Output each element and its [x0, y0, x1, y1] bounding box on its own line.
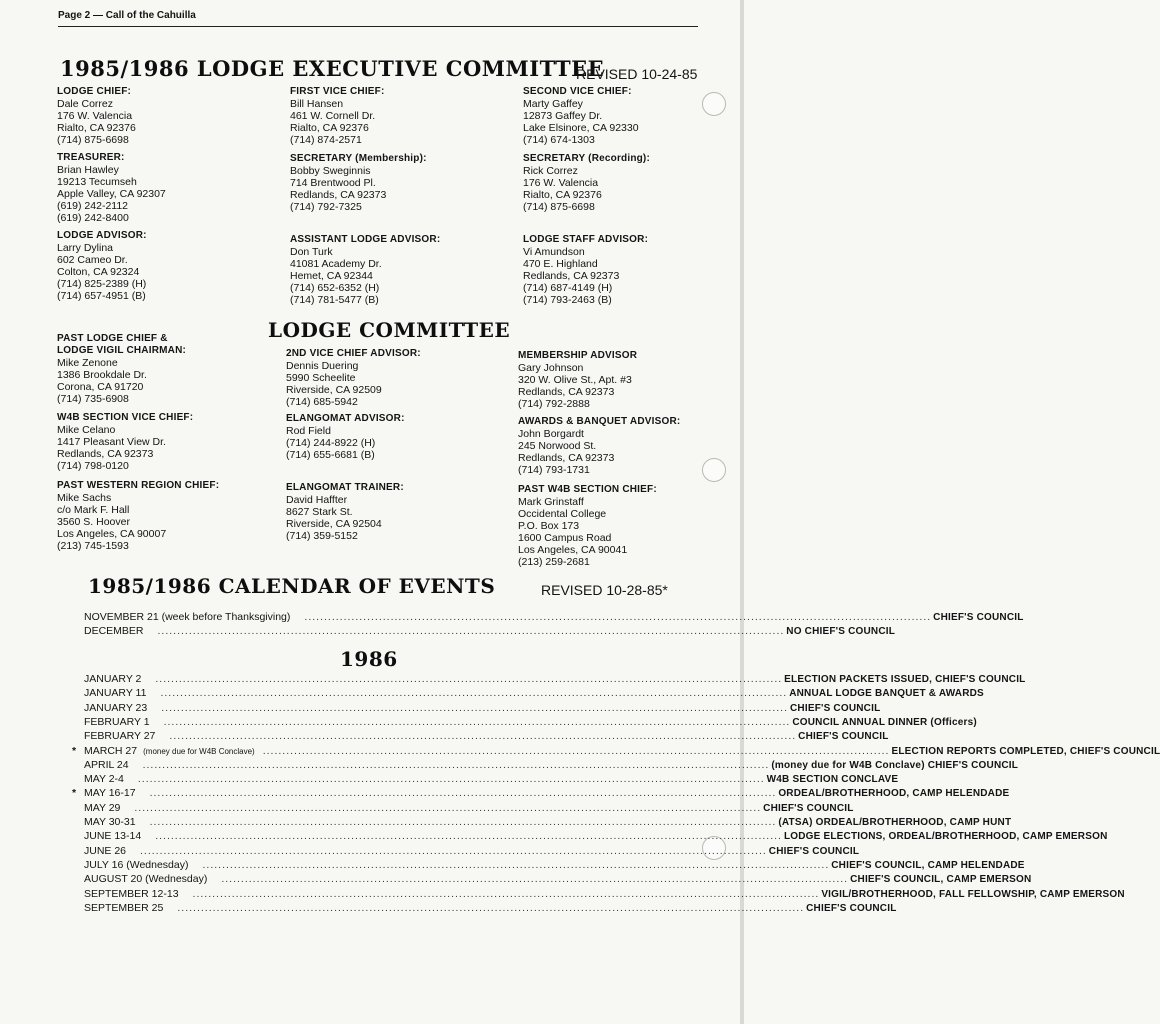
committee-line: (714) 793-1731 [518, 464, 590, 476]
officer-line: Marty Gaffey [523, 98, 583, 110]
committee-line: Mike Celano [57, 424, 116, 436]
calendar-row [84, 844, 860, 858]
officer-line: 41081 Academy Dr. [290, 258, 382, 270]
officer-role: FIRST VICE CHIEF: [290, 86, 385, 97]
committee-line: Riverside, CA 92509 [286, 384, 382, 396]
committee-line: David Haffter [286, 494, 348, 506]
officer-role: SECOND VICE CHIEF: [523, 86, 632, 97]
calendar-event: LODGE ELECTIONS, ORDEAL/BROTHERHOOD, CAMP EMERSON [783, 831, 1108, 843]
calendar-date: JANUARY 11 [84, 687, 147, 700]
calendar-note: (money due for W4B Conclave) [143, 746, 255, 756]
calendar-event: VIGIL/BROTHERHOOD, FALL FELLOWSHIP, CAMP EMERSON [821, 888, 1125, 900]
calendar-revised: REVISED 10-28-85* [541, 582, 668, 598]
committee-line: (714) 244-8922 (H) [286, 437, 376, 449]
committee-block [286, 413, 405, 461]
calendar-event: CHIEF'S COUNCIL, CAMP EMERSON [850, 874, 1032, 886]
committee-line: Riverside, CA 92504 [286, 518, 382, 530]
calendar-row [84, 625, 896, 638]
officer-line: (714) 792-7325 [290, 201, 362, 213]
officer-line: Vi Amundson [523, 246, 585, 258]
committee-role: LODGE VIGIL CHAIRMAN: [57, 345, 187, 356]
calendar-event: CHIEF'S COUNCIL [798, 731, 889, 743]
committee-line: Redlands, CA 92373 [57, 448, 154, 460]
committee-line: c/o Mark F. Hall [57, 504, 130, 516]
committee-line: Los Angeles, CA 90041 [518, 544, 628, 556]
officer-line: (714) 875-6698 [523, 201, 595, 213]
page-header: Page 2 — Call of the Cahuilla [58, 10, 196, 21]
committee-block [518, 484, 657, 568]
officer-role: ASSISTANT LODGE ADVISOR: [290, 234, 441, 245]
committee-line: (714) 798-0120 [57, 460, 129, 472]
leader-dots: ................................................................................................................................................................ [304, 611, 932, 623]
officer-role: LODGE CHIEF: [57, 86, 132, 97]
officer-block [290, 153, 427, 213]
officer-block [57, 152, 166, 224]
officer-line: Brian Hawley [57, 164, 119, 176]
officer-line: 470 E. Highland [523, 258, 598, 270]
calendar-date: MAY 29 [84, 801, 121, 814]
officer-line: 602 Cameo Dr. [57, 254, 128, 266]
leader-dots: ................................................................................................................................................................ [202, 858, 830, 871]
committee-line: (714) 655-6681 (B) [286, 449, 375, 461]
officer-line: (714) 687-4149 (H) [523, 282, 613, 294]
calendar-event: CHIEF'S COUNCIL [763, 802, 854, 814]
committee-line: 320 W. Olive St., Apt. #3 [518, 374, 632, 386]
committee-line: 1600 Campus Road [518, 532, 612, 544]
leader-dots: ................................................................................................................................................................ [192, 887, 820, 900]
calendar-row [84, 901, 897, 915]
binder-hole [702, 92, 726, 116]
calendar-event: (money due for W4B Conclave) CHIEF'S COUNCIL [771, 759, 1019, 771]
calendar-row [84, 687, 984, 700]
committee-line: 5990 Scheelite [286, 372, 356, 384]
officer-line: 12873 Gaffey Dr. [523, 110, 603, 122]
committee-block [286, 348, 421, 408]
calendar-date: MAY 16-17 [84, 787, 136, 800]
officer-line: Bill Hansen [290, 98, 344, 110]
leader-dots: ................................................................................................................................................................ [155, 673, 783, 685]
leader-dots: ................................................................................................................................................................ [161, 701, 788, 714]
calendar-event: (ATSA) ORDEAL/BROTHERHOOD, CAMP HUNT [778, 817, 1012, 828]
committee-block [57, 333, 186, 405]
leader-dots: ................................................................................................................................................................ [140, 844, 767, 857]
officer-line: Dale Correz [57, 98, 114, 110]
committee-role: PAST LODGE CHIEF & [57, 333, 168, 344]
calendar-date: SEPTEMBER 25 [84, 901, 164, 914]
calendar-row [72, 744, 1160, 758]
committee-line: Corona, CA 91720 [57, 381, 144, 393]
officer-role: SECRETARY (Recording): [523, 153, 650, 164]
calendar-date: MAY 2-4 [84, 773, 124, 786]
calendar-event: ANNUAL LODGE BANQUET & AWARDS [789, 688, 984, 700]
leader-dots: ................................................................................................................................................................ [149, 787, 777, 800]
committee-line: 1386 Brookdale Dr. [57, 369, 147, 381]
officer-line: (714) 657-4951 (B) [57, 290, 146, 302]
officer-line: 19213 Tecumseh [57, 176, 137, 188]
committee-line: (213) 745-1593 [57, 540, 129, 552]
officer-line: (714) 874-2571 [290, 134, 362, 146]
officer-line: Colton, CA 92324 [57, 266, 140, 278]
committee-line: 1417 Pleasant View Dr. [57, 436, 166, 448]
calendar-event: CHIEF'S COUNCIL, CAMP HELENDADE [831, 859, 1025, 871]
committee-line: Redlands, CA 92373 [518, 452, 615, 464]
committee-role: MEMBERSHIP ADVISOR [518, 350, 638, 361]
calendar-date: AUGUST 20 (Wednesday) [84, 873, 208, 886]
calendar-row [84, 873, 1032, 886]
calendar-star: * [72, 787, 77, 800]
calendar-event: NO CHIEF'S COUNCIL [786, 626, 896, 637]
committee-title: LODGE COMMITTEE [268, 318, 511, 342]
calendar-row [84, 730, 889, 743]
committee-line: Occidental College [518, 508, 607, 520]
calendar-date: JUNE 26 [84, 844, 127, 857]
leader-dots: ................................................................................................................................................................ [137, 773, 765, 786]
leader-dots: ................................................................................................................................................................ [262, 744, 890, 757]
executive-revised: REVISED 10-24-85 [576, 66, 698, 82]
officer-line: 176 W. Valencia [57, 110, 133, 122]
committee-role: 2ND VICE CHIEF ADVISOR: [286, 348, 421, 359]
calendar-date: JUNE 13-14 [84, 830, 142, 843]
committee-line: Mike Zenone [57, 357, 118, 369]
officer-role: LODGE STAFF ADVISOR: [523, 234, 649, 245]
officer-line: Rialto, CA 92376 [523, 189, 602, 201]
officer-role: TREASURER: [57, 152, 125, 163]
officer-block [523, 234, 648, 306]
calendar-date: JANUARY 2 [84, 673, 142, 685]
committee-role: W4B SECTION VICE CHIEF: [57, 412, 194, 423]
leader-dots: ................................................................................................................................................................ [169, 730, 797, 743]
officer-role: SECRETARY (Membership): [290, 153, 427, 164]
calendar-title: 1985/1986 CALENDAR OF EVENTS [88, 574, 496, 598]
committee-block [286, 482, 404, 542]
calendar-event: COUNCIL ANNUAL DINNER (Officers) [792, 716, 977, 728]
officer-line: (714) 875-6698 [57, 134, 129, 146]
calendar-row [84, 858, 1025, 872]
officer-line: Bobby Sweginnis [290, 165, 371, 177]
officer-block [57, 86, 136, 146]
officer-line: 461 W. Cornell Dr. [290, 110, 376, 122]
committee-line: (714) 685-5942 [286, 396, 358, 408]
calendar-date: FEBRUARY 27 [84, 730, 156, 743]
leader-dots: ................................................................................................................................................................ [149, 816, 777, 828]
calendar-date: SEPTEMBER 12-13 [84, 887, 179, 900]
officer-line: Larry Dylina [57, 242, 114, 254]
officer-line: Rick Correz [523, 165, 578, 177]
committee-block [518, 350, 637, 410]
year-heading: 1986 [340, 647, 398, 671]
committee-block [57, 412, 193, 472]
calendar-row [84, 816, 1012, 829]
leader-dots: ................................................................................................................................................................ [142, 758, 770, 771]
calendar-event: ELECTION REPORTS COMPLETED, CHIEF'S COUNCIL [891, 745, 1160, 757]
calendar-row [84, 673, 1026, 686]
officer-block [523, 153, 650, 213]
calendar-row [84, 887, 1125, 901]
officer-line: (714) 825-2389 (H) [57, 278, 147, 290]
officer-block [290, 86, 385, 146]
calendar-row [84, 611, 1024, 624]
committee-role: PAST WESTERN REGION CHIEF: [57, 480, 220, 491]
calendar-date: JULY 16 (Wednesday) [84, 858, 189, 871]
calendar-event: CHIEF'S COUNCIL [933, 612, 1024, 623]
committee-line: Los Angeles, CA 90007 [57, 528, 167, 540]
officer-line: Redlands, CA 92373 [523, 270, 620, 282]
officer-block [290, 234, 440, 306]
committee-block [518, 416, 680, 476]
officer-line: Hemet, CA 92344 [290, 270, 373, 282]
calendar-date: MARCH 27 [84, 744, 138, 757]
calendar-event: CHIEF'S COUNCIL [806, 902, 897, 914]
calendar-row [72, 787, 1010, 800]
calendar-date: FEBRUARY 1 [84, 715, 150, 728]
officer-line: (619) 242-8400 [57, 212, 129, 224]
calendar-event: ELECTION PACKETS ISSUED, CHIEF'S COUNCIL [784, 674, 1026, 685]
calendar-event: W4B SECTION CONCLAVE [766, 774, 899, 786]
committee-line: (714) 735-6908 [57, 393, 129, 405]
calendar-row [84, 701, 881, 715]
leader-dots: ................................................................................................................................................................ [160, 687, 788, 700]
calendar-date: APRIL 24 [84, 758, 129, 771]
officer-line: Rialto, CA 92376 [290, 122, 369, 134]
officer-line: Rialto, CA 92376 [57, 122, 136, 134]
committee-line: John Borgardt [518, 428, 584, 440]
calendar-event: ORDEAL/BROTHERHOOD, CAMP HELENDADE [778, 788, 1010, 800]
committee-line: Dennis Duering [286, 360, 359, 372]
officer-line: (714) 674-1303 [523, 134, 595, 146]
leader-dots: ................................................................................................................................................................ [134, 801, 762, 814]
officer-line: (714) 793-2463 (B) [523, 294, 612, 306]
officer-block [57, 230, 147, 302]
officer-line: (714) 652-6352 (H) [290, 282, 380, 294]
officer-line: (619) 242-2112 [57, 200, 129, 212]
calendar-event: CHIEF'S COUNCIL [790, 702, 881, 714]
officer-line: 176 W. Valencia [523, 177, 599, 189]
leader-dots: ................................................................................................................................................................ [177, 901, 805, 914]
committee-role: ELANGOMAT ADVISOR: [286, 413, 405, 424]
committee-line: Mark Grinstaff [518, 496, 584, 508]
officer-role: LODGE ADVISOR: [57, 230, 147, 241]
executive-title: 1985/1986 LODGE EXECUTIVE COMMITTEE [60, 56, 605, 81]
calendar-row [84, 801, 854, 815]
committee-line: Redlands, CA 92373 [518, 386, 615, 398]
committee-line: Gary Johnson [518, 362, 584, 374]
officer-block [523, 86, 639, 146]
binder-hole [702, 458, 726, 482]
committee-line: P.O. Box 173 [518, 520, 580, 532]
calendar-date: NOVEMBER 21 (week before Thanksgiving) [84, 611, 291, 623]
officer-line: (714) 781-5477 (B) [290, 294, 379, 306]
committee-line: 245 Norwood St. [518, 440, 597, 452]
calendar-event: CHIEF'S COUNCIL [768, 845, 860, 857]
calendar-date: JANUARY 23 [84, 701, 148, 714]
committee-line: 3560 S. Hoover [57, 516, 130, 528]
officer-line: 714 Brentwood Pl. [290, 177, 376, 189]
committee-line: (213) 259-2681 [518, 556, 590, 568]
committee-line: (714) 792-2888 [518, 398, 590, 410]
officer-line: Apple Valley, CA 92307 [57, 188, 166, 200]
calendar-row [84, 715, 977, 729]
officer-line: Lake Elsinore, CA 92330 [523, 122, 639, 134]
committee-line: Mike Sachs [57, 492, 112, 504]
leader-dots: ................................................................................................................................................................ [221, 873, 849, 886]
committee-line: (714) 359-5152 [286, 530, 358, 542]
header-rule [58, 26, 698, 27]
calendar-row [84, 773, 899, 786]
officer-line: Don Turk [290, 246, 333, 258]
leader-dots: ................................................................................................................................................................ [163, 715, 791, 728]
leader-dots: ................................................................................................................................................................ [157, 625, 785, 637]
committee-role: ELANGOMAT TRAINER: [286, 482, 404, 493]
calendar-row [84, 758, 1019, 772]
committee-role: AWARDS & BANQUET ADVISOR: [518, 416, 681, 427]
committee-line: 8627 Stark St. [286, 506, 353, 518]
committee-line: Rod Field [286, 425, 331, 437]
officer-line: Redlands, CA 92373 [290, 189, 387, 201]
leader-dots: ................................................................................................................................................................ [155, 830, 782, 843]
committee-block [57, 480, 219, 552]
calendar-row [84, 830, 1108, 843]
calendar-date: DECEMBER [84, 625, 144, 637]
committee-role: PAST W4B SECTION CHIEF: [518, 484, 657, 495]
calendar-date: MAY 30-31 [84, 816, 136, 828]
calendar-star: * [72, 744, 77, 757]
